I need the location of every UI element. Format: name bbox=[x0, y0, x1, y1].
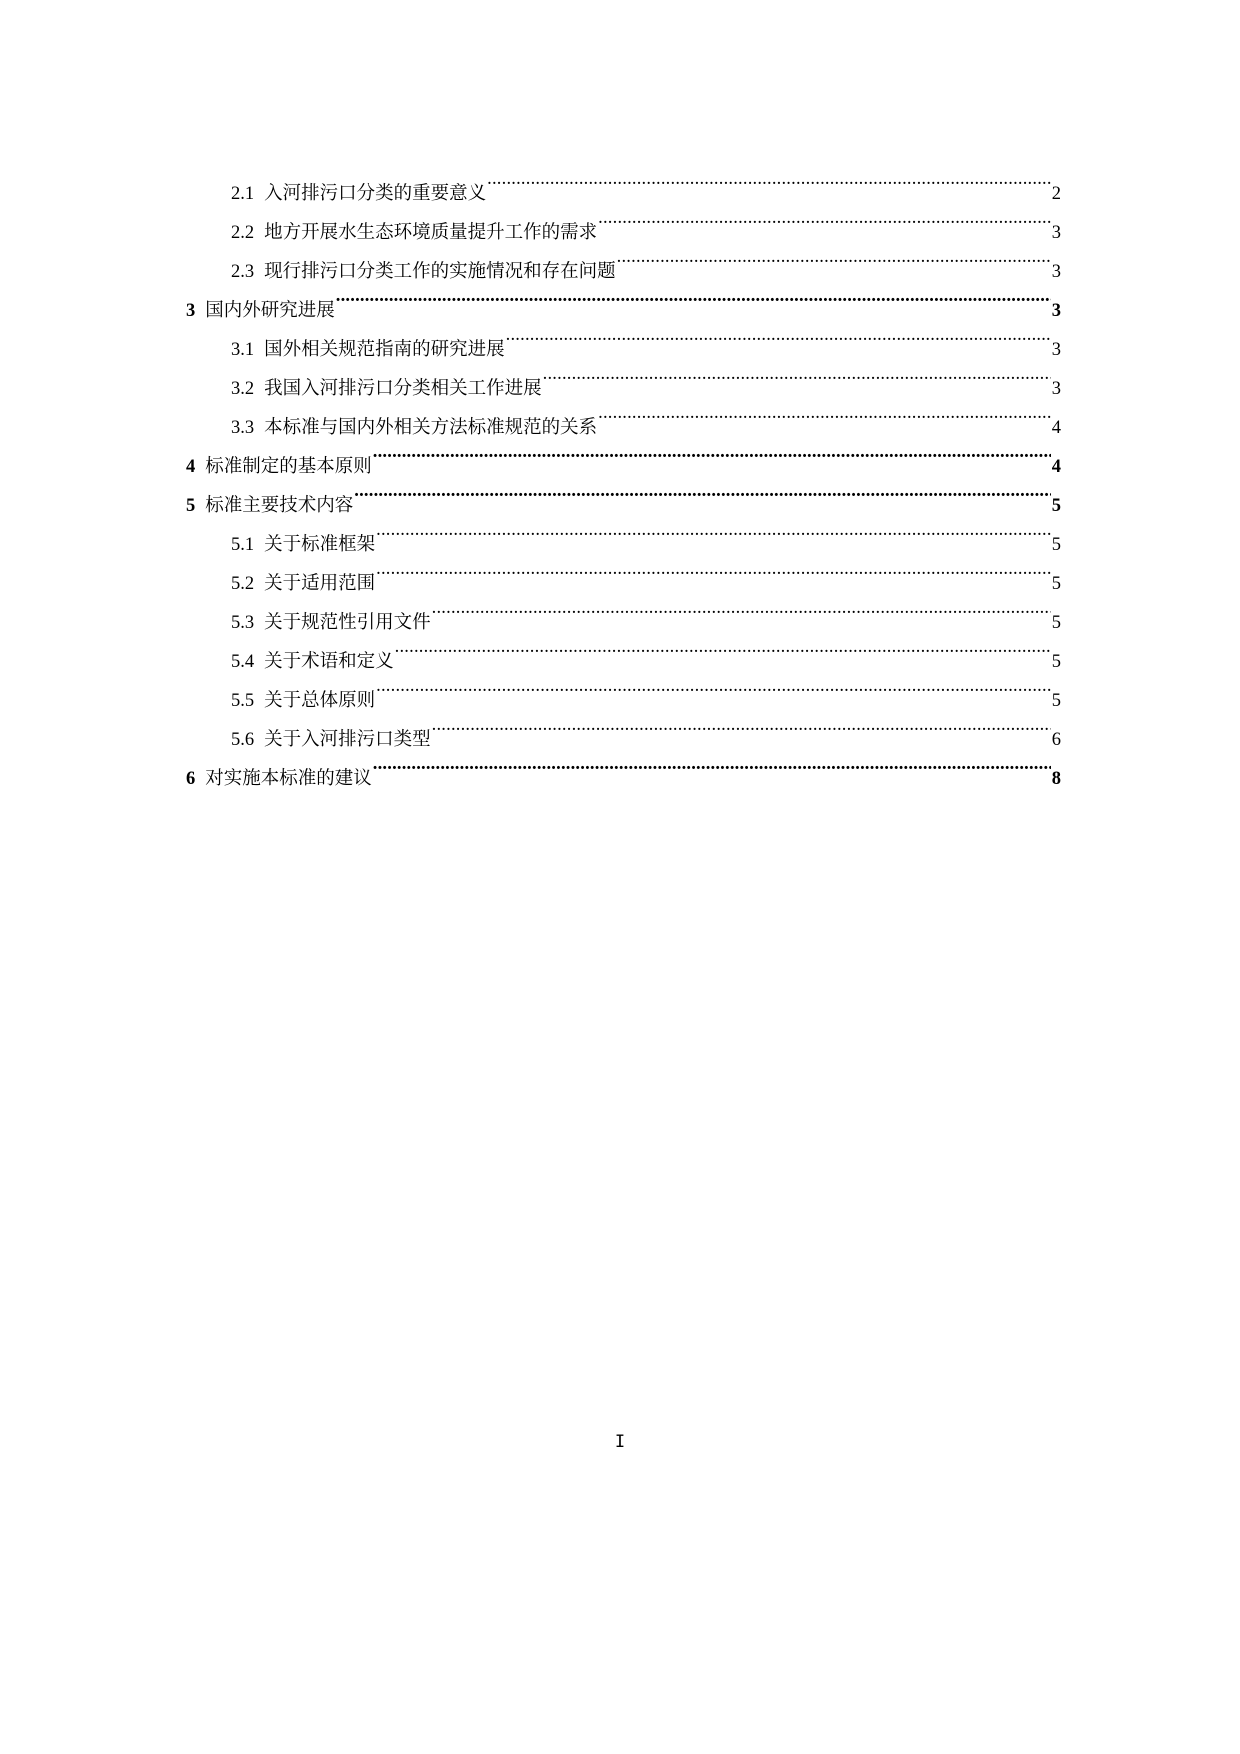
toc-entry-number: 4 bbox=[186, 457, 196, 477]
toc-entry-title: 关于总体原则 bbox=[264, 691, 376, 711]
toc-leader-dots bbox=[376, 550, 1051, 589]
toc-entry-title: 本标准与国内外相关方法标准规范的关系 bbox=[264, 418, 598, 438]
toc-entry-page: 5 bbox=[1051, 535, 1061, 555]
toc-leader-dots bbox=[336, 277, 1051, 316]
toc-entry-number: 2.2 bbox=[231, 223, 255, 243]
toc-leader-dots bbox=[376, 667, 1051, 706]
toc-leader-dots bbox=[487, 160, 1051, 199]
toc-entry-number: 2.1 bbox=[231, 184, 255, 204]
toc-entry-title: 关于标准框架 bbox=[264, 535, 376, 555]
toc-entry-number: 3 bbox=[186, 301, 196, 321]
toc-leader-dots bbox=[432, 589, 1051, 628]
toc-entry-page: 3 bbox=[1051, 262, 1061, 282]
toc-entry-title: 国内外研究进展 bbox=[205, 301, 335, 321]
toc-entry-page: 4 bbox=[1051, 457, 1061, 477]
toc-entry-number: 5.2 bbox=[231, 574, 255, 594]
toc-leader-dots bbox=[373, 745, 1051, 784]
toc-entry-title: 关于规范性引用文件 bbox=[264, 613, 431, 633]
toc-entry-title: 我国入河排污口分类相关工作进展 bbox=[264, 379, 542, 399]
toc-entry-page: 2 bbox=[1051, 184, 1061, 204]
toc-entry-page: 5 bbox=[1051, 574, 1061, 594]
toc-leader-dots bbox=[617, 238, 1051, 277]
toc-entry-page: 3 bbox=[1051, 301, 1061, 321]
toc-entry-number: 5.5 bbox=[231, 691, 255, 711]
toc-leader-dots bbox=[432, 706, 1051, 745]
toc-entry-title: 对实施本标准的建议 bbox=[205, 769, 372, 789]
toc-entry-page: 5 bbox=[1051, 691, 1061, 711]
toc-entry-title: 国外相关规范指南的研究进展 bbox=[264, 340, 505, 360]
toc-entry-number: 3.1 bbox=[231, 340, 255, 360]
toc-entry-title: 标准制定的基本原则 bbox=[205, 457, 372, 477]
toc-entry-number: 3.2 bbox=[231, 379, 255, 399]
toc-entry-page: 6 bbox=[1051, 730, 1061, 750]
toc-entry-page: 3 bbox=[1051, 340, 1061, 360]
toc-leader-dots bbox=[395, 628, 1051, 667]
toc-entry-title: 关于适用范围 bbox=[264, 574, 376, 594]
toc-entry-title: 现行排污口分类工作的实施情况和存在问题 bbox=[264, 262, 616, 282]
toc-entry-page: 3 bbox=[1051, 379, 1061, 399]
toc-entry-title: 入河排污口分类的重要意义 bbox=[264, 184, 487, 204]
toc-entry-number: 5 bbox=[186, 496, 196, 516]
toc-entry-title: 关于入河排污口类型 bbox=[264, 730, 431, 750]
toc-leader-dots bbox=[506, 316, 1051, 355]
toc-leader-dots bbox=[373, 433, 1051, 472]
toc-entry-page: 3 bbox=[1051, 223, 1061, 243]
toc-entry-number: 3.3 bbox=[231, 418, 255, 438]
toc-entry-number: 2.3 bbox=[231, 262, 255, 282]
table-of-contents bbox=[186, 160, 1061, 789]
toc-leader-dots bbox=[376, 511, 1051, 550]
toc-entry-title: 地方开展水生态环境质量提升工作的需求 bbox=[264, 223, 598, 243]
toc-leader-dots bbox=[598, 199, 1051, 238]
toc-entry-title: 标准主要技术内容 bbox=[205, 496, 354, 516]
toc-entry-page: 5 bbox=[1051, 652, 1061, 672]
toc-entry-page: 4 bbox=[1051, 418, 1061, 438]
toc-entry-number: 5.1 bbox=[231, 535, 255, 555]
toc-leader-dots bbox=[354, 472, 1050, 511]
toc-entry-page: 5 bbox=[1051, 496, 1061, 516]
page-number: I bbox=[614, 1432, 626, 1452]
toc-entry-page: 5 bbox=[1051, 613, 1061, 633]
toc-entry-title: 关于术语和定义 bbox=[264, 652, 394, 672]
toc-leader-dots bbox=[543, 355, 1051, 394]
toc-entry-number: 6 bbox=[186, 769, 196, 789]
toc-entry-2-1[interactable] bbox=[186, 160, 1061, 204]
toc-entry-number: 5.6 bbox=[231, 730, 255, 750]
toc-entry-number: 5.4 bbox=[231, 652, 255, 672]
toc-leader-dots bbox=[598, 394, 1051, 433]
toc-entry-number: 5.3 bbox=[231, 613, 255, 633]
toc-entry-page: 8 bbox=[1051, 769, 1061, 789]
